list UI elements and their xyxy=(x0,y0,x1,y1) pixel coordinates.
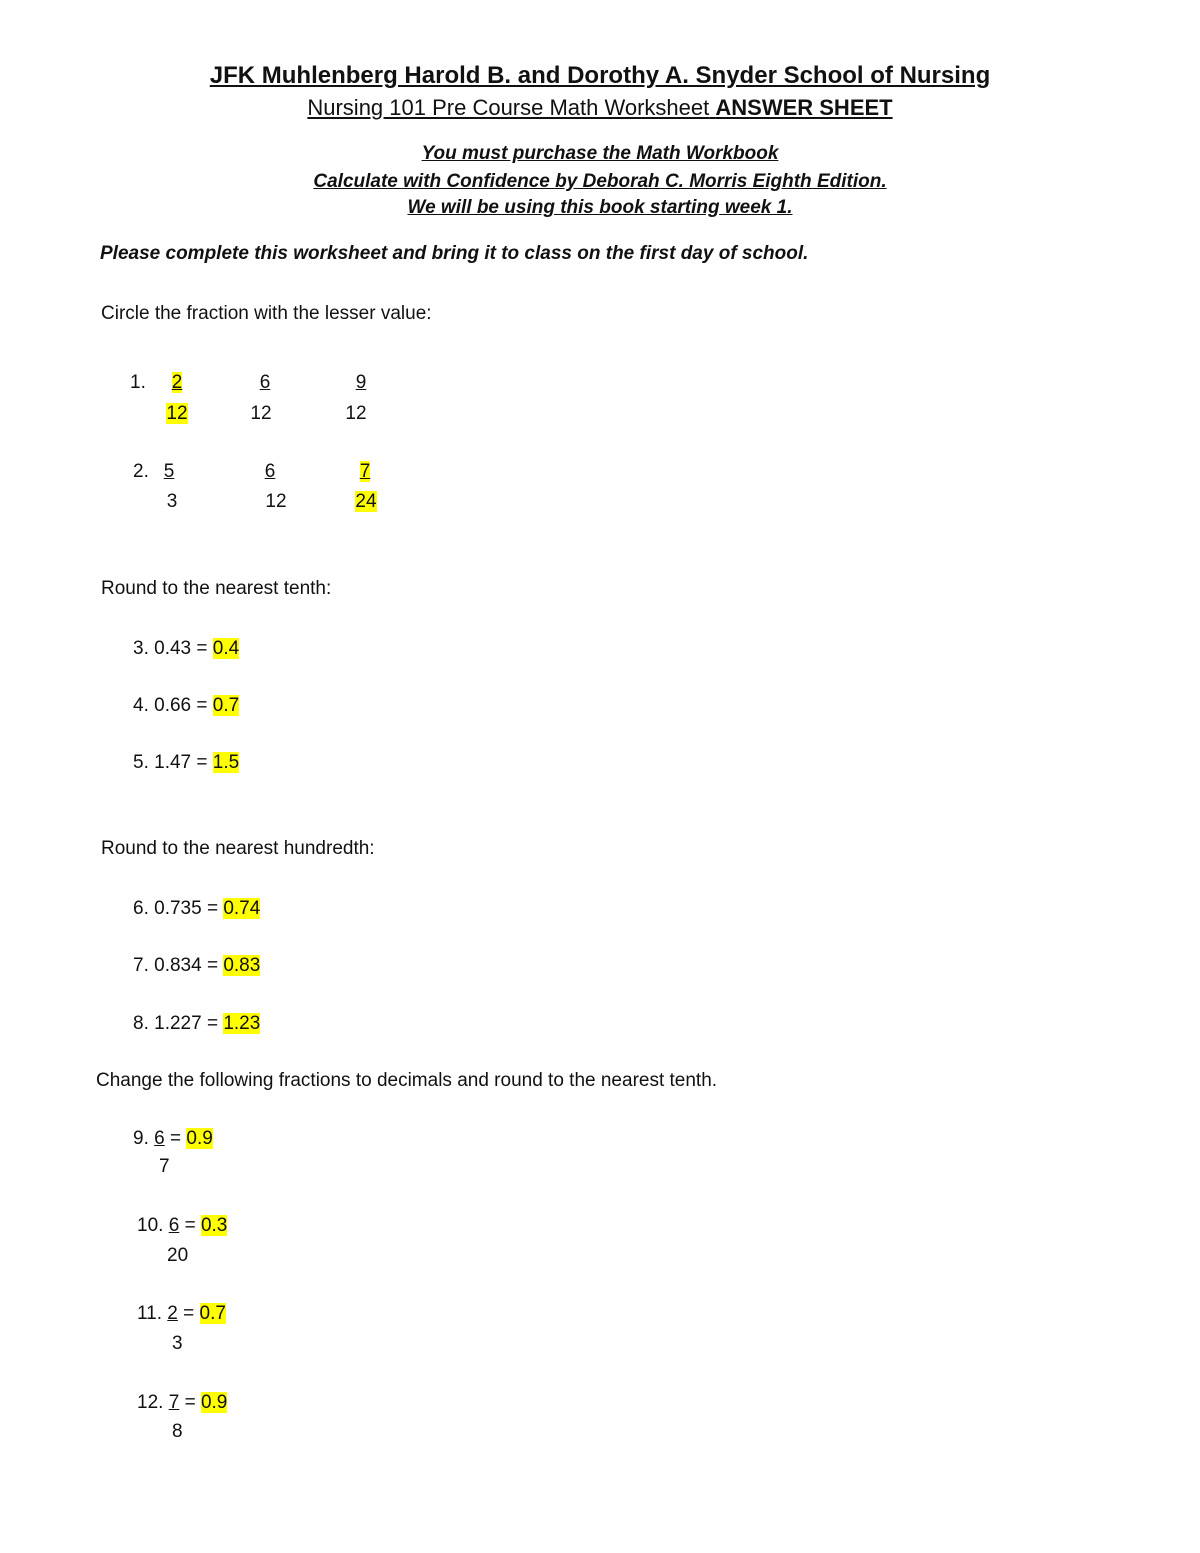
notice-line-3: We will be using this book starting week 1. xyxy=(407,197,793,218)
conversion-question xyxy=(133,1128,213,1150)
section-heading-convert: Change the following fractions to decimals and round to the nearest tenth. xyxy=(96,1070,718,1091)
rounding-question xyxy=(133,638,239,660)
document-subtitle xyxy=(0,95,1200,121)
rounding-question xyxy=(133,955,260,977)
fraction-numerator: 2 xyxy=(171,372,183,393)
answer-highlight: 0.9 xyxy=(200,1392,228,1413)
conversion-question xyxy=(137,1215,227,1237)
answer-highlight: 0.83 xyxy=(223,955,261,976)
fraction-numerator: 6 xyxy=(154,1128,165,1149)
answer-highlight: 1.23 xyxy=(223,1013,261,1034)
subtitle-text: Nursing 101 Pre Course Math Worksheet xyxy=(307,95,710,120)
question-number: 10. xyxy=(137,1215,164,1236)
question-text: 6. 0.735 = xyxy=(133,898,219,919)
fraction-numerator: 7 xyxy=(359,461,371,482)
equals-sign: = xyxy=(184,1215,196,1236)
answer-highlight: 0.4 xyxy=(212,638,240,659)
answer-highlight: 0.74 xyxy=(223,898,261,919)
section-heading-lesser: Circle the fraction with the lesser value: xyxy=(101,303,432,324)
fraction-denominator: 12 xyxy=(250,403,272,424)
question-text: 4. 0.66 = xyxy=(133,695,208,716)
equals-sign: = xyxy=(170,1128,182,1149)
fraction-denominator: 7 xyxy=(159,1156,170,1177)
question-text: 3. 0.43 = xyxy=(133,638,208,659)
section-heading-hundredth: Round to the nearest hundredth: xyxy=(101,838,375,859)
fraction-denominator: 12 xyxy=(166,403,188,424)
section-heading-tenth: Round to the nearest tenth: xyxy=(101,578,332,599)
rounding-question xyxy=(133,752,239,774)
fraction-numerator: 9 xyxy=(355,372,367,393)
answer-highlight: 0.7 xyxy=(199,1303,226,1324)
fraction-denominator: 12 xyxy=(345,403,367,424)
rounding-question xyxy=(133,898,260,920)
fraction-numerator: 6 xyxy=(259,372,271,393)
conversion-question xyxy=(137,1392,227,1414)
instruction: Please complete this worksheet and bring it to class on the first day of school. xyxy=(100,243,809,264)
answer-highlight: 0.9 xyxy=(186,1128,213,1149)
rounding-question xyxy=(133,1013,260,1035)
question-number: 1. xyxy=(130,372,146,393)
fraction-denominator: 3 xyxy=(172,1333,183,1354)
question-text: 5. 1.47 = xyxy=(133,752,208,773)
fraction-numerator: 7 xyxy=(168,1392,180,1413)
document-title: JFK Muhlenberg Harold B. and Dorothy A. Snyder School of Nursing xyxy=(209,62,991,89)
fraction-denominator: 12 xyxy=(265,491,287,512)
question-text: 7. 0.834 = xyxy=(133,955,219,976)
fraction-numerator: 2 xyxy=(167,1303,178,1324)
question-number: 12. xyxy=(137,1392,164,1413)
conversion-question xyxy=(137,1303,226,1325)
answer-highlight: 0.3 xyxy=(200,1215,228,1236)
answer-highlight: 0.7 xyxy=(212,695,240,716)
fraction-numerator: 6 xyxy=(168,1215,180,1236)
question-number: 9. xyxy=(133,1128,149,1149)
fraction-numerator: 6 xyxy=(264,461,276,482)
question-number: 11. xyxy=(137,1303,163,1324)
fraction-denominator: 24 xyxy=(355,491,377,512)
notice-line-1: You must purchase the Math Workbook xyxy=(421,143,779,164)
question-text: 8. 1.227 = xyxy=(133,1013,219,1034)
subtitle-bold: ANSWER SHEET xyxy=(715,95,893,120)
notice-line-2: Calculate with Confidence by Deborah C. Morris Eighth Edition. xyxy=(313,171,887,192)
rounding-question xyxy=(133,695,239,717)
fraction-denominator: 8 xyxy=(172,1421,183,1442)
equals-sign: = xyxy=(183,1303,195,1324)
answer-highlight: 1.5 xyxy=(212,752,240,773)
question-number: 2. xyxy=(133,461,149,482)
fraction-denominator: 20 xyxy=(167,1245,189,1266)
equals-sign: = xyxy=(184,1392,196,1413)
fraction-denominator: 3 xyxy=(166,491,178,512)
fraction-numerator: 5 xyxy=(163,461,175,482)
